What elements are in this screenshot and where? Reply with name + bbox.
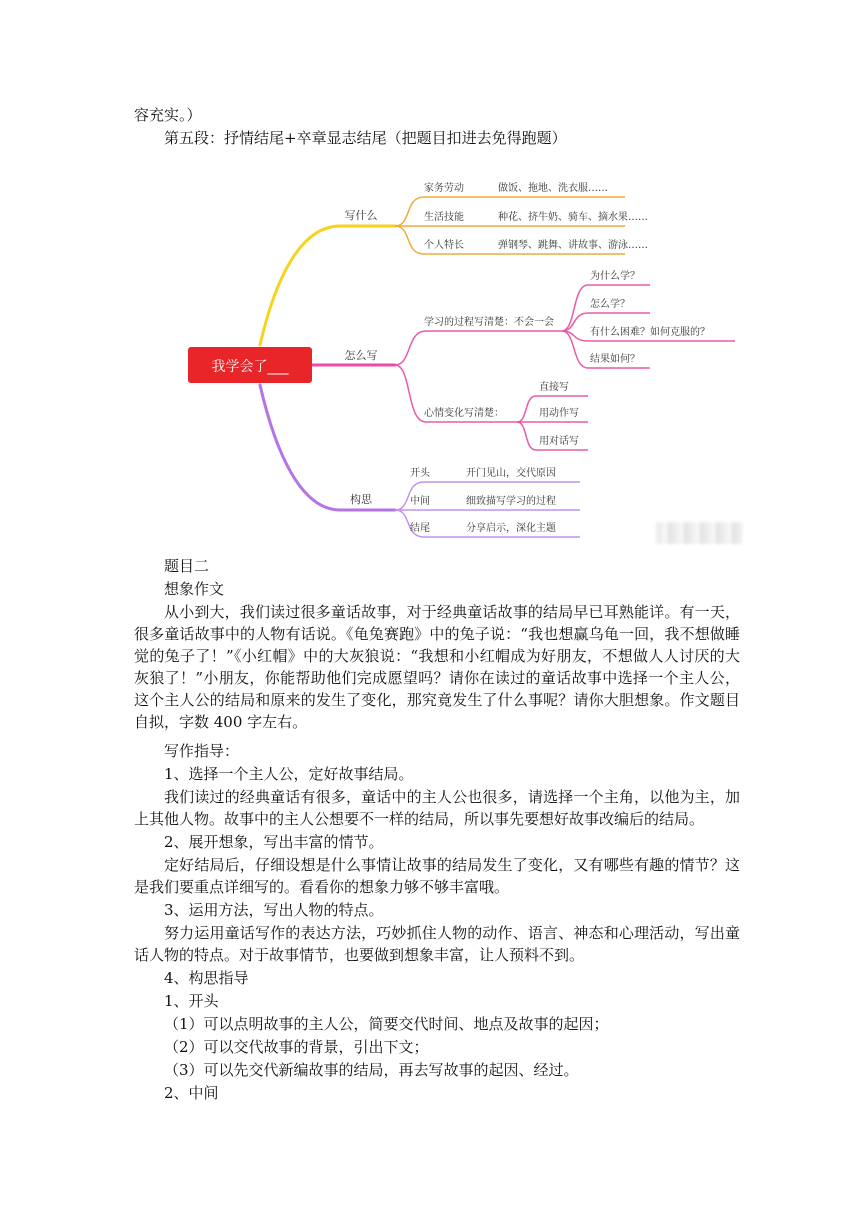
branch-how-label: 怎么写 — [344, 349, 378, 362]
guide-point-1: 1、选择一个主人公，定好故事结局。 — [164, 765, 414, 783]
how-process-item-3: 有什么困难？如何克服的？ — [590, 327, 710, 338]
guide-point-2-text: 定好结局后，仔细设想是什么事情让故事的结局发生了变化，又有哪些有趣的情节？这是我们要重点详细写的。看看你的想象力够不够丰富哦。 — [134, 856, 740, 896]
how-process: 学习的过程写清楚：不会一会 — [424, 317, 554, 328]
section-opening-heading: 1、开头 — [164, 992, 219, 1010]
guide-point-3-text: 努力运用童话写作的表达方法，巧妙抓住人物的动作、语言、神态和心理活动，写出童话人物的特点。对于故事情节，也要做到想象丰富，让人预料不到。 — [134, 924, 740, 964]
opening-item-1: （1）可以点明故事的主人公，简要交代时间、地点及故事的起因； — [164, 1015, 609, 1033]
paragraph-5-heading: 第五段：抒情结尾+卒章显志结尾（把题目扣进去免得跑题） — [164, 129, 567, 147]
what-key-3: 个人特长 — [424, 240, 464, 251]
plan-val-3: 分享启示，深化主题 — [466, 523, 556, 534]
guide-heading: 写作指导： — [164, 742, 240, 760]
mind-map — [180, 160, 750, 540]
how-mood-item-2: 用动作写 — [539, 408, 579, 419]
guide-point-4: 4、构思指导 — [164, 969, 249, 987]
opening-item-3: （3）可以先交代新编故事的结局，再去写故事的起因、经过。 — [164, 1061, 579, 1079]
how-process-item-4: 结果如何？ — [590, 354, 640, 365]
plan-key-3: 结尾 — [410, 523, 430, 534]
opening-item-2: （2）可以交代故事的背景，引出下文； — [164, 1038, 429, 1056]
what-key-2: 生活技能 — [424, 212, 464, 223]
branch-what-label: 写什么 — [344, 209, 378, 222]
text-line-continuation: 容充实。） — [134, 106, 202, 124]
plan-val-2: 细致描写学习的过程 — [466, 496, 556, 507]
how-link — [395, 331, 562, 365]
what-key-1: 家务劳动 — [424, 183, 464, 194]
how-process-item-2: 怎么学？ — [590, 299, 630, 310]
what-val-2: 种花、挤牛奶、骑车、摘水果…… — [498, 212, 648, 223]
guide-point-3: 3、运用方法，写出人物的特点。 — [164, 901, 384, 919]
what-val-1: 做饭、拖地、洗衣服…… — [498, 183, 608, 194]
root-label: 我学会了___ — [211, 359, 289, 375]
how-mood-item-1: 直接写 — [539, 382, 569, 393]
watermark-blur — [656, 522, 742, 544]
guide-point-1-text: 我们读过的经典童话有很多，童话中的主人公也很多，请选择一个主角，以他为主，加上其他人物。故事中的主人公想要不一样的结局，所以事先要想好故事改编后的结局。 — [134, 788, 740, 828]
guide-point-2: 2、展开想象，写出丰富的情节。 — [164, 833, 384, 851]
section-middle-heading: 2、中间 — [164, 1084, 219, 1102]
branch-plan-line — [260, 385, 395, 510]
branch-plan-label: 构思 — [350, 493, 372, 506]
genre-label: 想象作文 — [164, 580, 225, 598]
prompt-paragraph: 从小到大，我们读过很多童话故事，对于经典童话故事的结局早已耳熟能详。有一天，很多童话故事中的人物有话说。《龟兔赛跑》中的兔子说：“我也想赢乌龟一回，我不想做睡觉的兔子了！”《小红帽》中的大灰狼说：“我想和小红帽成为好朋友，不想做人人讨厌的大灰狼了！”小朋友，你能帮助他们完成愿望吗？请你在读过的童话故事中选择一个主人公，这个主人公的结局和原来的发生了变化，那究竟发生了什么事呢？请你大胆想象。作文题目自拟，字数 400 字左右。 — [134, 603, 740, 731]
how-mood-item-3: 用对话写 — [539, 436, 579, 447]
how-process-item-1: 为什么学？ — [590, 271, 640, 282]
plan-key-2: 中间 — [410, 496, 430, 507]
topic-2-heading: 题目二 — [164, 557, 210, 575]
plan-key-1: 开头 — [410, 468, 430, 479]
branch-what-line — [260, 226, 395, 345]
what-val-3: 弹钢琴、跳舞、讲故事、游泳…… — [498, 240, 648, 251]
how-mood: 心情变化写清楚： — [424, 408, 504, 419]
plan-val-1: 开门见山，交代原因 — [466, 468, 556, 479]
